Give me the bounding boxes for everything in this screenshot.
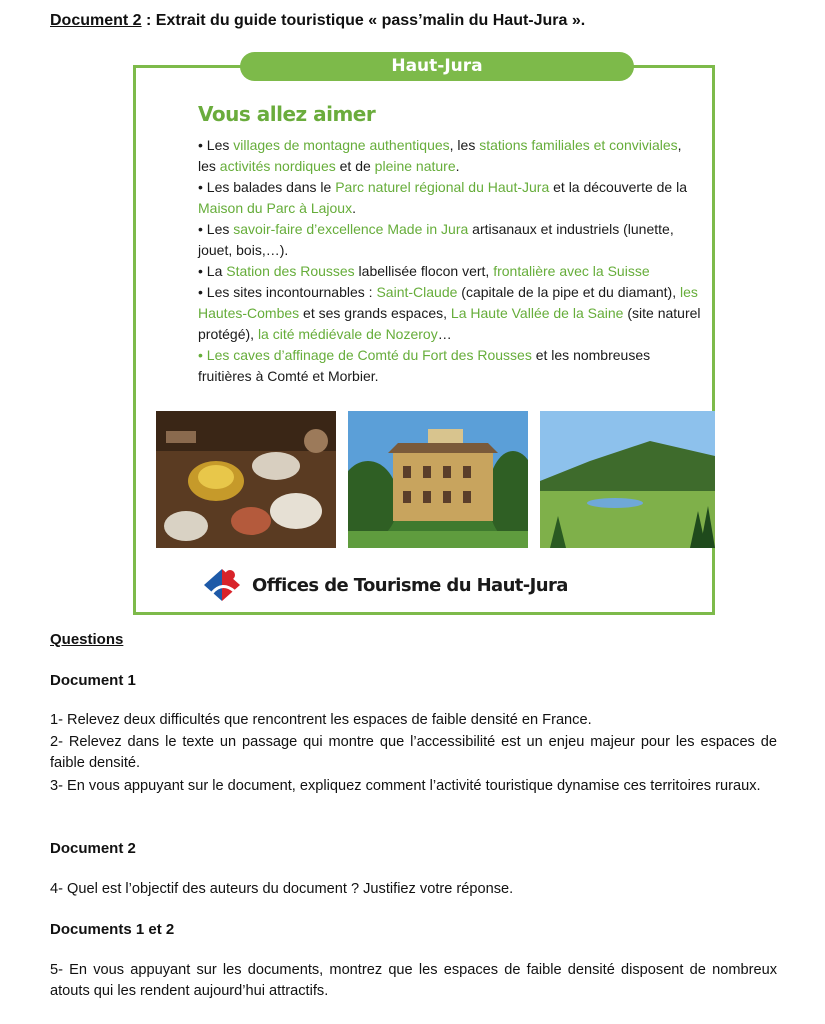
guide-bullet-item	[198, 282, 703, 345]
guide-title-pill: Haut-Jura	[240, 52, 634, 81]
food-table-photo	[156, 411, 336, 548]
bullet-text: • Les sites incontournables :	[198, 284, 377, 300]
tourism-office-name: Offices de Tourisme du Haut-Jura	[252, 574, 568, 596]
guide-bullet-list	[198, 135, 703, 387]
documents-1-2-title: Documents 1 et 2	[50, 921, 175, 938]
highlighted-text: • Les caves d’affinage de Comté du Fort des Rousses	[198, 347, 532, 363]
question-2: 2- Relevez dans le texte un passage qui montre que l’accessibilité est un enjeu majeur pour les espaces de faible densité.	[50, 734, 777, 771]
guide-bullet-item	[198, 219, 703, 261]
highlighted-text: pleine nature	[374, 158, 456, 174]
highlighted-text: Maison du Parc à Lajoux	[198, 200, 353, 216]
highlighted-text: savoir-faire d’excellence Made in Jura	[233, 221, 469, 237]
bullet-text: et ses grands espaces,	[299, 305, 451, 321]
highlighted-text: la cité médiévale de Nozeroy	[257, 326, 438, 342]
bullet-text: et la découverte de la	[549, 179, 687, 195]
highlighted-text: activités nordiques	[219, 158, 336, 174]
question-3: 3- En vous appuyant sur le document, expliquez comment l’activité touristique dynamise ces territoires ruraux.	[50, 778, 761, 794]
bullet-text: .	[455, 158, 460, 174]
question-5: 5- En vous appuyant sur les documents, montrez que les espaces de faible densité disposent de nombreux atouts qui les rendent aujourd’hui attractifs.	[50, 962, 777, 999]
guide-bullet-item	[198, 261, 703, 282]
document-heading-rest: : Extrait du guide touristique « pass’malin du Haut-Jura ».	[141, 12, 586, 29]
question-4: 4- Quel est l’objectif des auteurs du document ? Justifiez votre réponse.	[50, 881, 514, 897]
document2-title: Document 2	[50, 840, 136, 857]
guide-bullet-item	[198, 135, 703, 177]
bullet-text: , les	[198, 137, 682, 174]
highlighted-text: La Haute Vallée de la Saine	[450, 305, 624, 321]
document-label: Document 2	[50, 12, 142, 29]
highlighted-text: Station des Rousses	[226, 263, 355, 279]
bullet-text: • Les	[198, 221, 234, 237]
highlighted-text: Saint-Claude	[376, 284, 458, 300]
bullet-text: …	[437, 326, 452, 342]
document-heading	[50, 12, 585, 30]
highlighted-text: les Hautes-Combes	[198, 284, 698, 321]
bullet-text: .	[352, 200, 356, 216]
bullet-text: et les nombreuses fruitières à Comté et Morbier.	[198, 347, 651, 384]
guide-subtitle: Vous allez aimer	[198, 102, 376, 126]
highlighted-text: Parc naturel régional du Haut-Jura	[335, 179, 550, 195]
highlighted-text: stations familiales et conviviales	[479, 137, 678, 153]
mountain-lake-photo	[540, 411, 715, 548]
highlighted-text: frontalière avec la Suisse	[493, 263, 650, 279]
bullet-text: • Les balades dans le	[198, 179, 336, 195]
question-1: 1- Relevez deux difficultés que rencontrent les espaces de faible densité en France.	[50, 712, 592, 728]
bullet-text: labellisée flocon vert,	[354, 263, 494, 279]
chateau-photo	[348, 411, 528, 548]
bullet-text: artisanaux et industriels (lunette, jouet, bois,…).	[198, 221, 674, 258]
highlighted-text: villages de montagne authentiques	[233, 137, 450, 153]
bullet-text: • La	[198, 263, 227, 279]
guide-bullet-item	[198, 177, 703, 219]
guide-bullet-item	[198, 345, 703, 387]
bullet-text: , les	[449, 137, 480, 153]
questions-title: Questions	[50, 631, 124, 648]
document1-title: Document 1	[50, 672, 136, 689]
tourism-office-logo-icon	[200, 563, 244, 607]
bullet-text: et de	[335, 158, 375, 174]
tourism-office-logo	[200, 565, 568, 605]
bullet-text: (site naturel protégé),	[198, 305, 701, 342]
bullet-text: • Les	[198, 137, 234, 153]
bullet-text: (capitale de la pipe et du diamant),	[457, 284, 680, 300]
